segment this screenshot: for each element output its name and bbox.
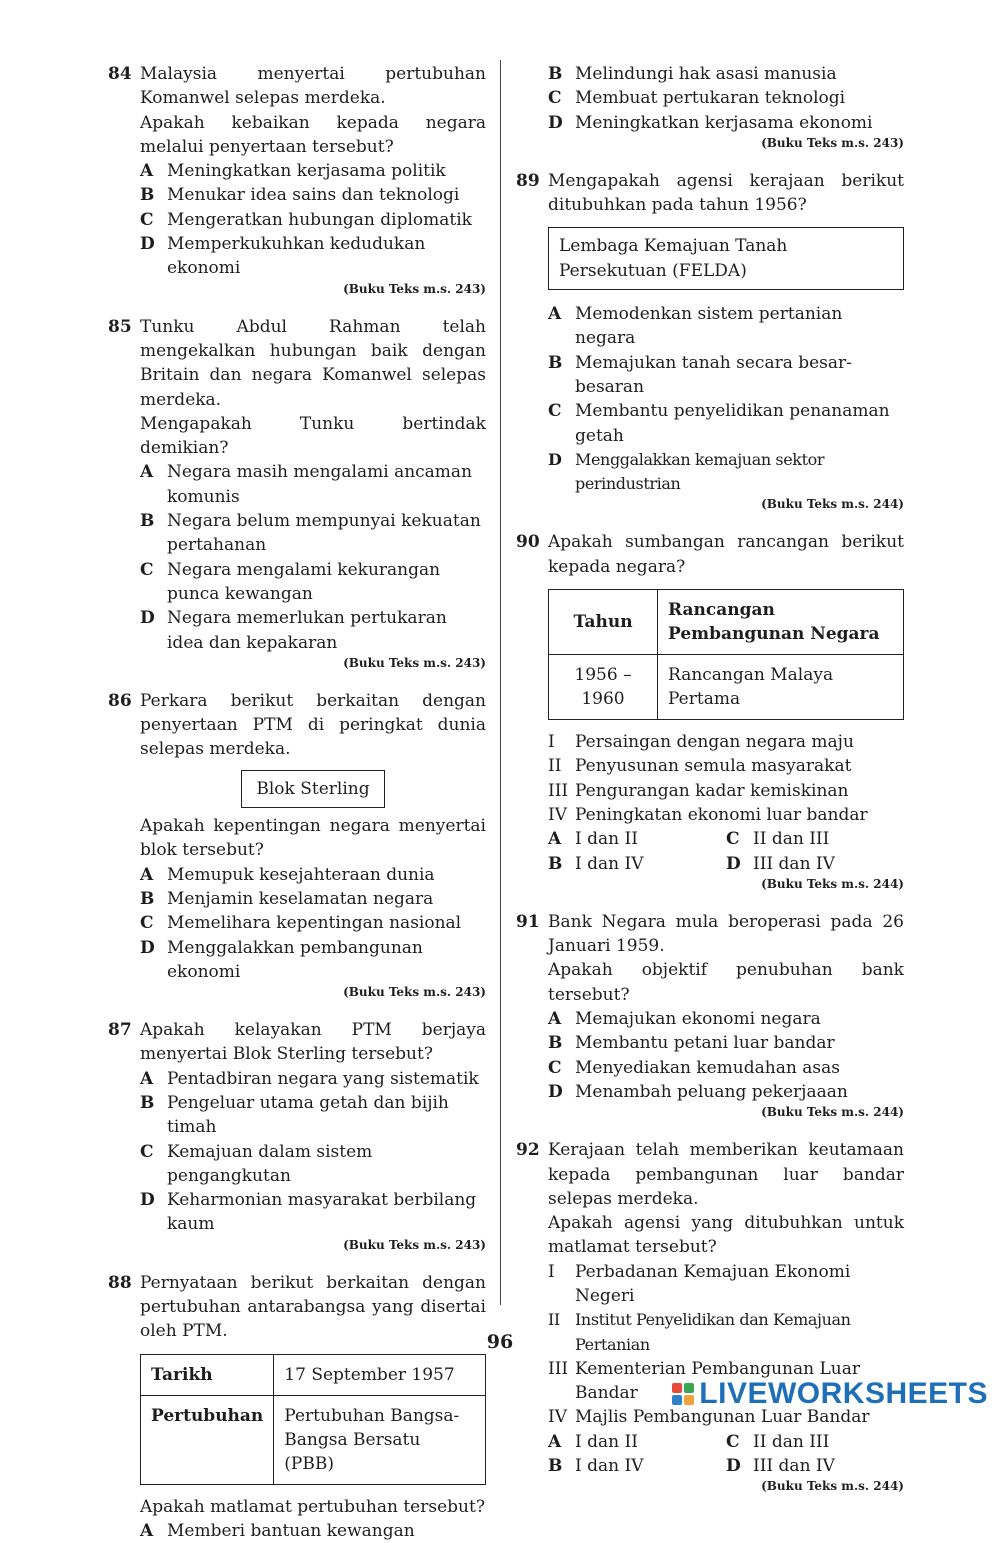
- option-c[interactable]: [548, 399, 904, 448]
- question-90: [516, 530, 904, 891]
- question-stem: Kerajaan telah memberikan keutamaan kepada pembangunan luar bandar selepas merdeka.: [548, 1140, 904, 1209]
- info-table: [140, 1354, 486, 1485]
- table-label: Tarikh: [141, 1354, 274, 1395]
- statement-number: II: [548, 756, 562, 777]
- textbook-reference: (Buku Teks m.s. 243): [343, 281, 486, 296]
- question-prompt: Apakah kepentingan negara menyertai blok tersebut?: [140, 816, 486, 861]
- question-86: [108, 689, 486, 1000]
- option-c[interactable]: [140, 558, 486, 607]
- question-number: 87: [108, 1020, 132, 1041]
- option-a[interactable]: [548, 302, 904, 351]
- option-b[interactable]: [140, 183, 486, 207]
- question-number: 86: [108, 690, 132, 711]
- option-letter: C: [140, 209, 154, 230]
- question-89: [516, 169, 904, 513]
- table-row: [141, 1354, 486, 1395]
- option-d[interactable]: [548, 448, 904, 497]
- option-text: Menukar idea sains dan teknologi: [167, 185, 460, 206]
- option-text: Membantu penyelidikan penanaman getah: [575, 401, 890, 446]
- table-cell: 1956 – 1960: [549, 655, 658, 720]
- option-text: Keharmonian masyarakat berbilang kaum: [167, 1190, 477, 1235]
- table-row: [549, 655, 904, 720]
- question-stem: Tunku Abdul Rahman telah mengekalkan hubungan baik dengan Britain dan negara Komanwel selepas merdeka.: [140, 316, 486, 410]
- statement-text: Institut Penyelidikan dan Kemajuan Pertanian: [575, 1310, 851, 1354]
- stimulus-box: Lembaga Kemajuan Tanah Persekutuan (FELDA): [548, 227, 904, 290]
- question-87: [108, 1018, 486, 1253]
- option-letter: B: [548, 853, 563, 874]
- question-84: [108, 62, 486, 297]
- option-a[interactable]: [548, 1430, 726, 1454]
- question-prompt: Apakah matlamat pertubuhan tersebut?: [140, 1496, 485, 1517]
- option-text: Memelihara kepentingan nasional: [167, 913, 462, 934]
- statement-text: Perbadanan Kemajuan Ekonomi Negeri: [575, 1261, 851, 1306]
- option-letter: D: [726, 853, 741, 874]
- option-text: I dan IV: [575, 853, 644, 874]
- question-number: 91: [516, 911, 540, 932]
- question-stem: Bank Negara mula beroperasi pada 26 Januari 1959.: [548, 911, 904, 957]
- table-value: Pertubuhan Bangsa-Bangsa Bersatu (PBB): [274, 1395, 486, 1484]
- liveworksheets-logo[interactable]: [672, 1377, 988, 1411]
- option-letter: A: [140, 864, 154, 885]
- logo-tile: [684, 1383, 694, 1393]
- answer-options: [548, 1430, 904, 1479]
- option-letter: C: [726, 829, 740, 850]
- option-letter: C: [726, 1431, 740, 1452]
- option-c[interactable]: [726, 827, 904, 851]
- question-92: [516, 1138, 904, 1494]
- option-d[interactable]: [548, 111, 904, 135]
- question-stem: Apakah sumbangan rancangan berikut kepada negara?: [548, 532, 904, 577]
- textbook-reference: (Buku Teks m.s. 244): [761, 497, 904, 512]
- option-b[interactable]: [548, 351, 904, 400]
- option-c[interactable]: [140, 1140, 486, 1189]
- option-letter: D: [140, 937, 155, 958]
- option-text: Memodenkan sistem pertanian negara: [575, 304, 843, 349]
- statement-text: Kementerian Pembangunan Luar Bandar: [575, 1358, 860, 1404]
- question-number: 88: [108, 1272, 132, 1293]
- option-text: I dan IV: [575, 1456, 644, 1477]
- question-stem: Perkara berikut berkaitan dengan penyertaan PTM di peringkat dunia selepas merdeka.: [140, 690, 486, 760]
- option-text: III dan IV: [753, 853, 835, 874]
- option-text: Memupuk kesejahteraan dunia: [167, 864, 435, 885]
- textbook-reference: (Buku Teks m.s. 243): [343, 1237, 486, 1252]
- option-b[interactable]: [140, 887, 486, 911]
- statement-iv: [548, 803, 904, 827]
- question-88: [108, 1271, 486, 1543]
- statement-number: III: [548, 1358, 569, 1379]
- option-d[interactable]: [140, 1188, 486, 1237]
- column-divider: [500, 60, 501, 1305]
- left-column: [108, 58, 486, 1543]
- statement-iii: [548, 779, 904, 803]
- logo-tile: [672, 1395, 682, 1405]
- table-header: Tahun: [549, 590, 658, 655]
- table-header: Rancangan Pembangunan Negara: [658, 590, 904, 655]
- right-column: [516, 58, 904, 1494]
- option-text: Menggalakkan kemajuan sektor perindustrian: [575, 449, 825, 494]
- option-d[interactable]: [548, 1080, 904, 1104]
- option-text: I dan II: [575, 1431, 638, 1452]
- statement-text: Pengurangan kadar kemiskinan: [575, 780, 849, 801]
- option-text: Membuat pertukaran teknologi: [575, 88, 846, 109]
- option-letter: A: [140, 1520, 154, 1541]
- option-letter: B: [140, 511, 155, 532]
- question-prompt: Apakah kebaikan kepada negara melalui penyertaan tersebut?: [140, 112, 486, 157]
- question-prompt: Apakah objektif penubuhan bank tersebut?: [548, 960, 904, 1005]
- question-88-continued: [516, 62, 904, 151]
- option-d[interactable]: [140, 936, 486, 985]
- option-b[interactable]: [548, 852, 726, 876]
- question-prompt: Apakah agensi yang ditubuhkan untuk matlamat tersebut?: [548, 1213, 904, 1258]
- statement-i: [548, 730, 904, 754]
- option-b[interactable]: [548, 62, 904, 86]
- option-letter: A: [548, 829, 562, 850]
- option-text: III dan IV: [753, 1456, 835, 1477]
- option-text: Meningkatkan kerjasama ekonomi: [575, 112, 873, 133]
- option-letter: A: [140, 161, 154, 182]
- option-a[interactable]: [548, 1007, 904, 1031]
- option-d[interactable]: [140, 232, 486, 281]
- option-b[interactable]: [140, 509, 486, 558]
- option-a[interactable]: [140, 460, 486, 509]
- option-c[interactable]: [726, 1430, 904, 1454]
- textbook-reference: (Buku Teks m.s. 244): [761, 876, 904, 891]
- option-a[interactable]: [548, 827, 726, 851]
- statement-number: III: [548, 780, 569, 801]
- statement-number: IV: [548, 804, 567, 825]
- statement-number: I: [548, 1261, 555, 1282]
- option-d[interactable]: [726, 1454, 904, 1478]
- option-c[interactable]: [140, 208, 486, 232]
- option-letter: D: [726, 1456, 741, 1477]
- question-stem: Pernyataan berikut berkaitan dengan pertubuhan antarabangsa yang disertai oleh PTM.: [140, 1272, 486, 1342]
- textbook-reference: (Buku Teks m.s. 243): [761, 135, 904, 150]
- option-letter: C: [548, 401, 562, 422]
- statement-text: Persaingan dengan negara maju: [575, 732, 854, 753]
- option-a[interactable]: [140, 159, 486, 183]
- option-text: Menambah peluang pekerjaaan: [575, 1081, 848, 1102]
- statement-number: IV: [548, 1407, 567, 1428]
- option-letter: A: [548, 1431, 562, 1452]
- statement-text: Penyusunan semula masyarakat: [575, 756, 852, 777]
- textbook-reference: (Buku Teks m.s. 243): [343, 655, 486, 670]
- table-header-row: [549, 590, 904, 655]
- table-row: [141, 1395, 486, 1484]
- option-text: Memajukan ekonomi negara: [575, 1009, 821, 1030]
- option-letter: C: [548, 1057, 562, 1078]
- option-letter: C: [140, 559, 154, 580]
- option-letter: B: [548, 352, 563, 373]
- question-stem: Mengapakah agensi kerajaan berikut ditubuhkan pada tahun 1956?: [548, 170, 904, 216]
- option-text: Negara masih mengalami ancaman komunis: [167, 462, 473, 507]
- statement-i: [548, 1260, 904, 1309]
- option-b[interactable]: [548, 1031, 904, 1055]
- textbook-reference: (Buku Teks m.s. 244): [761, 1105, 904, 1120]
- textbook-reference: (Buku Teks m.s. 244): [761, 1479, 904, 1494]
- option-c[interactable]: [140, 911, 486, 935]
- plan-table: [548, 589, 904, 720]
- option-letter: D: [548, 112, 563, 133]
- option-letter: B: [140, 888, 155, 909]
- option-d[interactable]: [140, 606, 486, 655]
- logo-tile: [672, 1383, 682, 1393]
- option-text: Memberi bantuan kewangan: [167, 1520, 415, 1541]
- option-a[interactable]: [140, 1067, 486, 1091]
- table-value: 17 September 1957: [274, 1354, 486, 1395]
- option-text: Kemajuan dalam sistem pengangkutan: [167, 1141, 373, 1186]
- option-letter: D: [140, 608, 155, 629]
- brand-name: LIVEWORKSHEETS: [699, 1377, 988, 1410]
- statement-number: I: [548, 732, 555, 753]
- question-stem: Malaysia menyertai pertubuhan Komanwel selepas merdeka.: [140, 64, 486, 109]
- option-letter: A: [548, 304, 562, 325]
- option-text: Negara mengalami kekurangan punca kewangan: [167, 559, 441, 604]
- option-letter: B: [140, 1092, 155, 1113]
- option-letter: A: [140, 1068, 154, 1089]
- option-letter: B: [140, 185, 155, 206]
- answer-options: [548, 827, 904, 876]
- option-c[interactable]: [548, 1056, 904, 1080]
- question-number: 84: [108, 64, 132, 84]
- option-letter: C: [548, 88, 562, 109]
- liveworksheets-logo-icon: [672, 1383, 694, 1405]
- option-text: Negara memerlukan pertukaran idea dan kepakaran: [167, 608, 447, 653]
- question-number: 92: [516, 1140, 540, 1161]
- option-text: Memajukan tanah secara besar-besaran: [575, 352, 852, 397]
- stimulus-box: Blok Sterling: [241, 770, 384, 808]
- question-prompt: Mengapakah Tunku bertindak demikian?: [140, 413, 486, 459]
- option-letter: A: [140, 462, 154, 483]
- option-text: Menggalakkan pembangunan ekonomi: [167, 937, 423, 982]
- option-text: I dan II: [575, 829, 638, 850]
- option-text: Meningkatkan kerjasama politik: [167, 161, 446, 182]
- option-text: Pengeluar utama getah dan bijih timah: [167, 1092, 449, 1138]
- statement-number: II: [548, 1310, 560, 1330]
- option-text: II dan III: [753, 829, 830, 850]
- question-number: 90: [516, 532, 540, 553]
- table-label: Pertubuhan: [141, 1395, 274, 1484]
- option-d[interactable]: [726, 852, 904, 876]
- question-stem: Apakah kelayakan PTM berjaya menyertai Blok Sterling tersebut?: [140, 1020, 486, 1065]
- question-number: 85: [108, 316, 132, 337]
- question-91: [516, 910, 904, 1120]
- option-text: Memperkukuhkan kedudukan ekonomi: [167, 234, 426, 279]
- statement-text: Peningkatan ekonomi luar bandar: [575, 804, 868, 825]
- statement-text: Majlis Pembangunan Luar Bandar: [575, 1407, 870, 1428]
- option-text: Mengeratkan hubungan diplomatik: [167, 209, 472, 230]
- option-letter: A: [548, 1009, 562, 1030]
- option-text: Negara belum mempunyai kekuatan pertahanan: [167, 511, 481, 556]
- option-b[interactable]: [548, 1454, 726, 1478]
- option-letter: B: [548, 1033, 563, 1054]
- page-number: 96: [486, 1331, 514, 1353]
- option-text: II dan III: [753, 1431, 830, 1452]
- option-letter: B: [548, 1456, 563, 1477]
- textbook-reference: (Buku Teks m.s. 243): [343, 985, 486, 1000]
- table-cell: Rancangan Malaya Pertama: [658, 655, 904, 720]
- statement-ii: [548, 754, 904, 778]
- option-letter: C: [140, 1141, 154, 1162]
- option-a[interactable]: [140, 1519, 486, 1543]
- option-letter: D: [140, 1190, 155, 1211]
- question-number: 89: [516, 170, 540, 191]
- option-letter: D: [548, 449, 562, 469]
- option-a[interactable]: [140, 863, 486, 887]
- option-text: Membantu petani luar bandar: [575, 1033, 835, 1054]
- logo-tile: [684, 1395, 694, 1405]
- option-letter: C: [140, 913, 154, 934]
- option-b[interactable]: [140, 1091, 486, 1140]
- option-text: Melindungi hak asasi manusia: [575, 64, 837, 84]
- option-letter: B: [548, 64, 563, 84]
- option-text: Pentadbiran negara yang sistematik: [167, 1068, 479, 1089]
- option-letter: D: [140, 234, 155, 255]
- option-c[interactable]: [548, 86, 904, 110]
- option-letter: D: [548, 1081, 563, 1102]
- option-text: Menyediakan kemudahan asas: [575, 1057, 840, 1078]
- option-text: Menjamin keselamatan negara: [167, 888, 434, 909]
- question-85: [108, 315, 486, 671]
